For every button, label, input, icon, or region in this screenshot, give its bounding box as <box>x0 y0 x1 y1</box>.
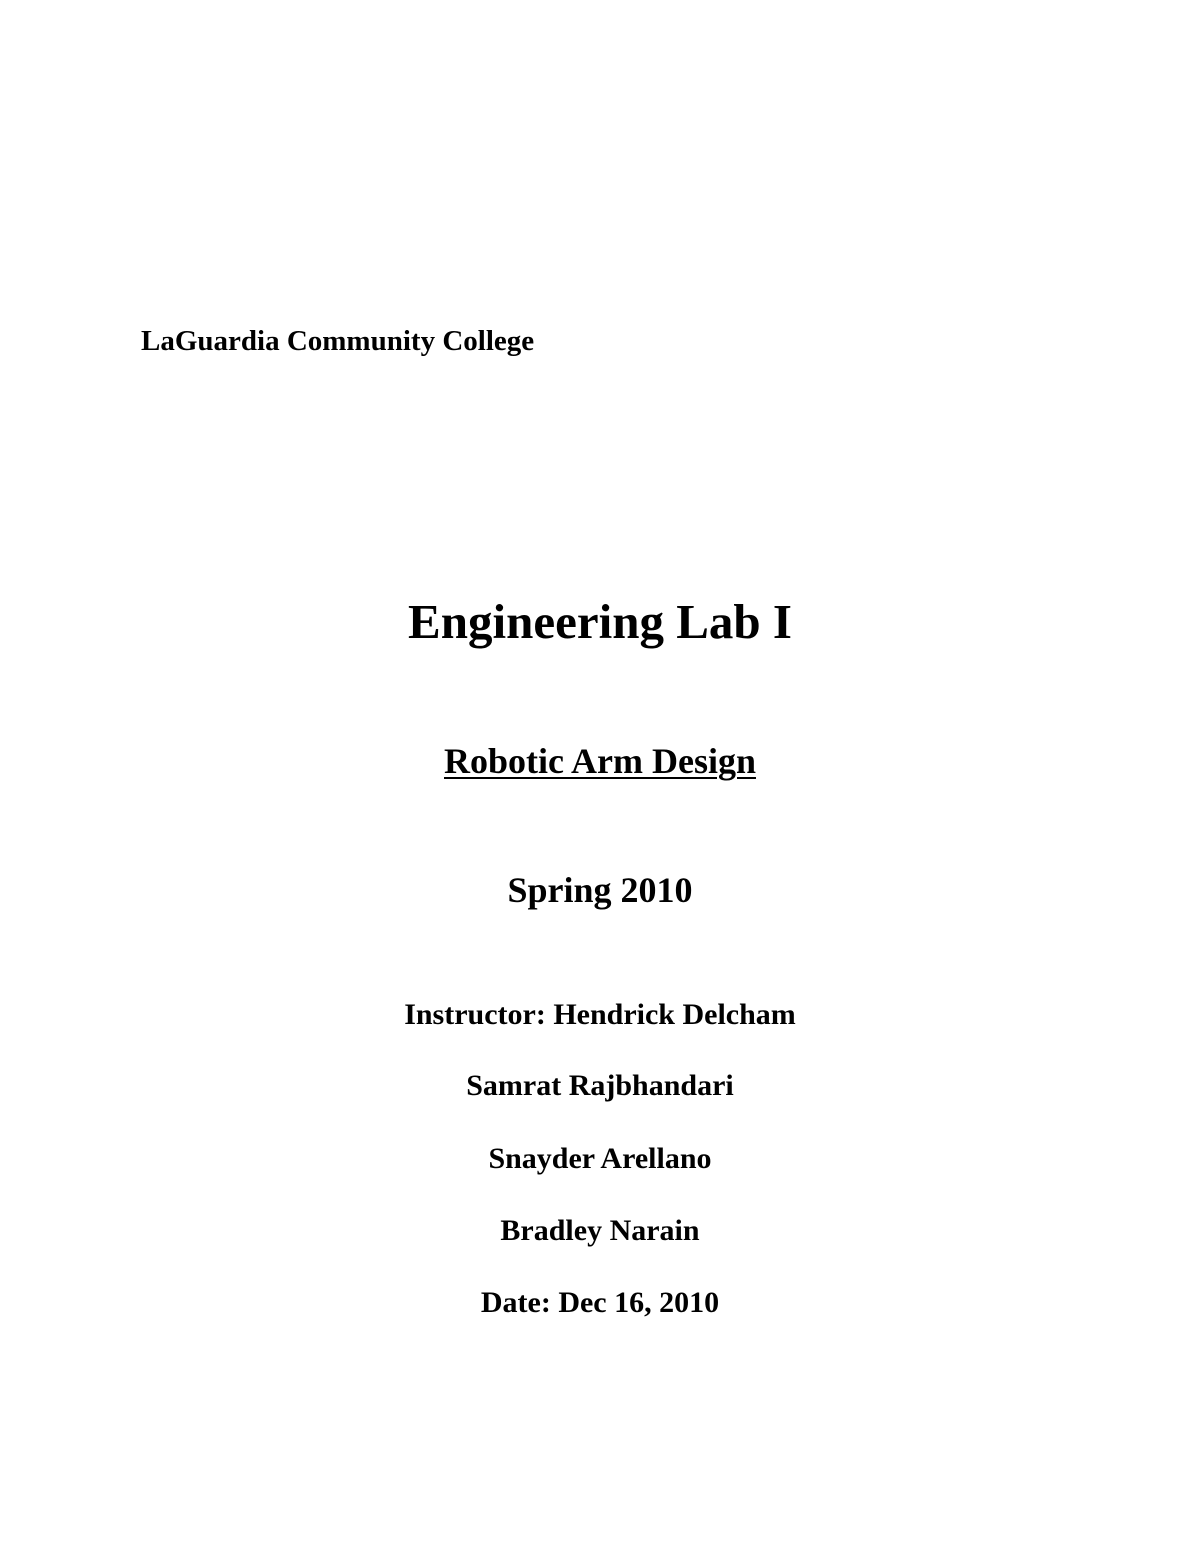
date-line: Date: Dec 16, 2010 <box>480 1286 720 1319</box>
institution-name: LaGuardia Community College <box>141 325 535 357</box>
team-member: Samrat Rajbhandari <box>466 1069 734 1102</box>
instructor-line: Instructor: Hendrick Delcham <box>404 998 796 1031</box>
term: Spring 2010 <box>507 870 693 910</box>
project-title: Robotic Arm Design <box>444 741 756 781</box>
course-title: Engineering Lab I <box>408 594 792 649</box>
team-member: Bradley Narain <box>500 1214 700 1247</box>
team-member: Snayder Arellano <box>488 1142 712 1175</box>
